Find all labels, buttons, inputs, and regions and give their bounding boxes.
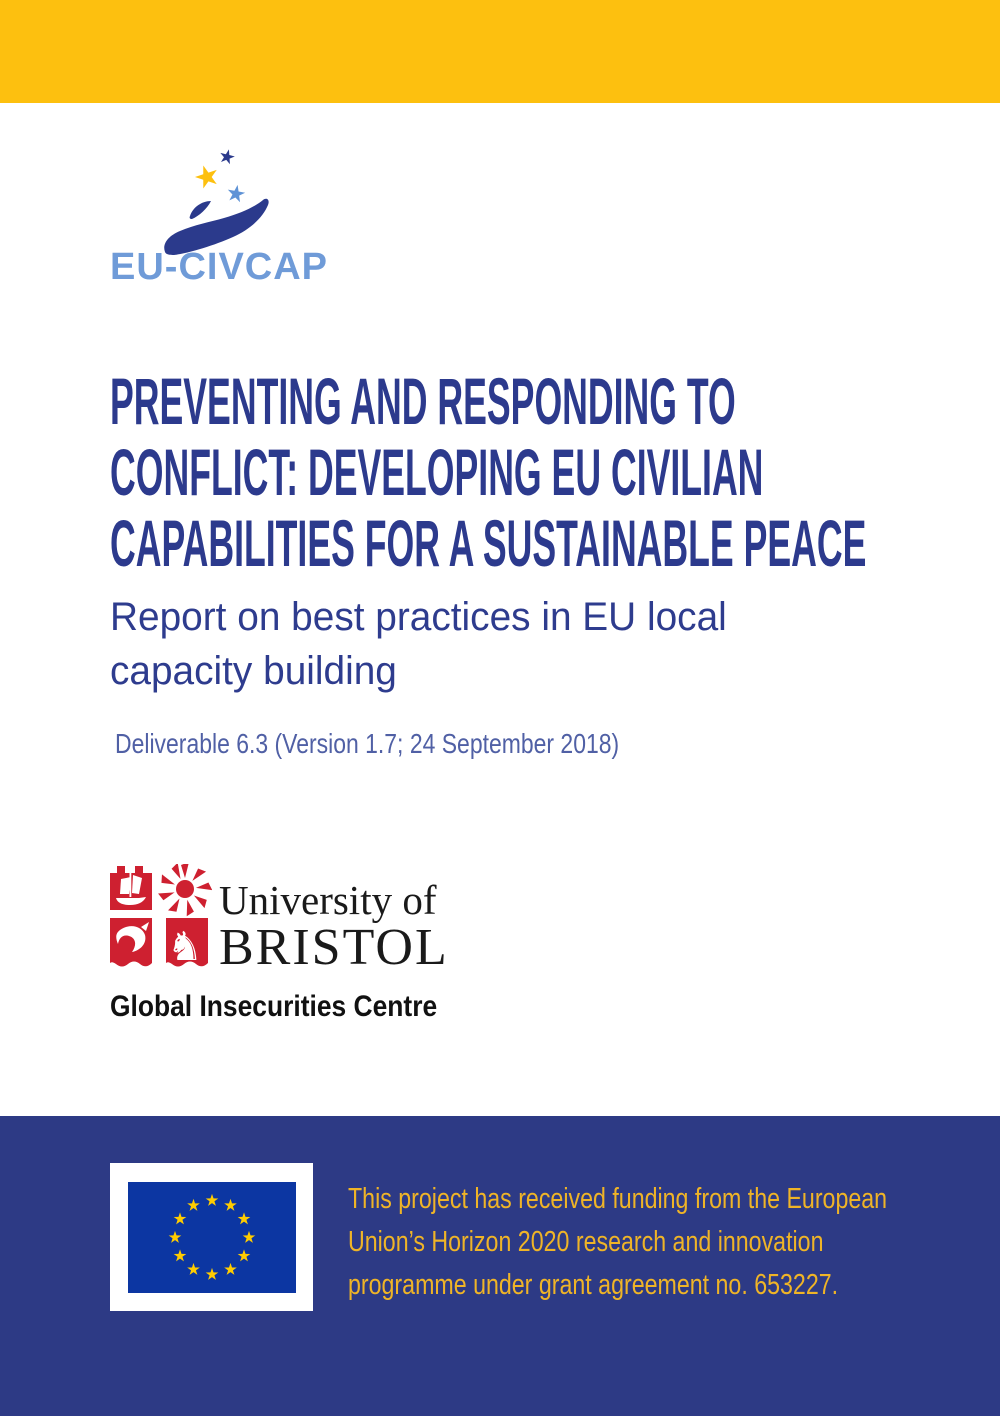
funding-statement <box>348 1178 1000 1307</box>
report-subtitle <box>110 590 746 698</box>
university-name-bottom: BRISTOL <box>219 919 449 976</box>
university-name-top: University of <box>219 877 437 923</box>
title-line-1: PREVENTING AND RESPONDING TO <box>110 364 736 438</box>
deliverable-version-line: Deliverable 6.3 (Version 1.7; 24 September 2018) <box>115 728 620 759</box>
title-line-2: CONFLICT: DEVELOPING EU CIVILIAN <box>110 435 764 509</box>
page-title <box>110 366 1000 579</box>
subtitle-line-2: capacity building <box>110 649 397 693</box>
sun-icon <box>158 864 212 916</box>
title-line-3: CAPABILITIES FOR A SUSTAINABLE PEACE <box>110 506 867 580</box>
star-icon <box>218 148 236 165</box>
funding-line-1: This project has received funding from the European <box>348 1183 888 1215</box>
university-name <box>219 878 449 974</box>
subtitle-line-1: Report on best practices in EU local <box>110 595 727 639</box>
funding-line-3: programme under grant agreement no. 653227. <box>348 1269 839 1301</box>
eu-flag-frame <box>110 1163 313 1311</box>
star-icon <box>226 183 246 203</box>
eu-flag-icon <box>128 1182 296 1293</box>
eu-civcap-logo-icon <box>158 138 280 263</box>
star-icon <box>192 162 221 190</box>
bristol-crest-icon <box>108 864 212 974</box>
funding-footer <box>0 1116 1000 1416</box>
top-accent-bar <box>0 0 1000 103</box>
horse-icon: ♞ <box>167 924 203 970</box>
funding-line-2: Union’s Horizon 2020 research and innovation <box>348 1226 824 1258</box>
centre-name: Global Insecurities Centre <box>110 990 438 1023</box>
eu-civcap-wordmark: EU-CIVCAP <box>110 246 329 288</box>
